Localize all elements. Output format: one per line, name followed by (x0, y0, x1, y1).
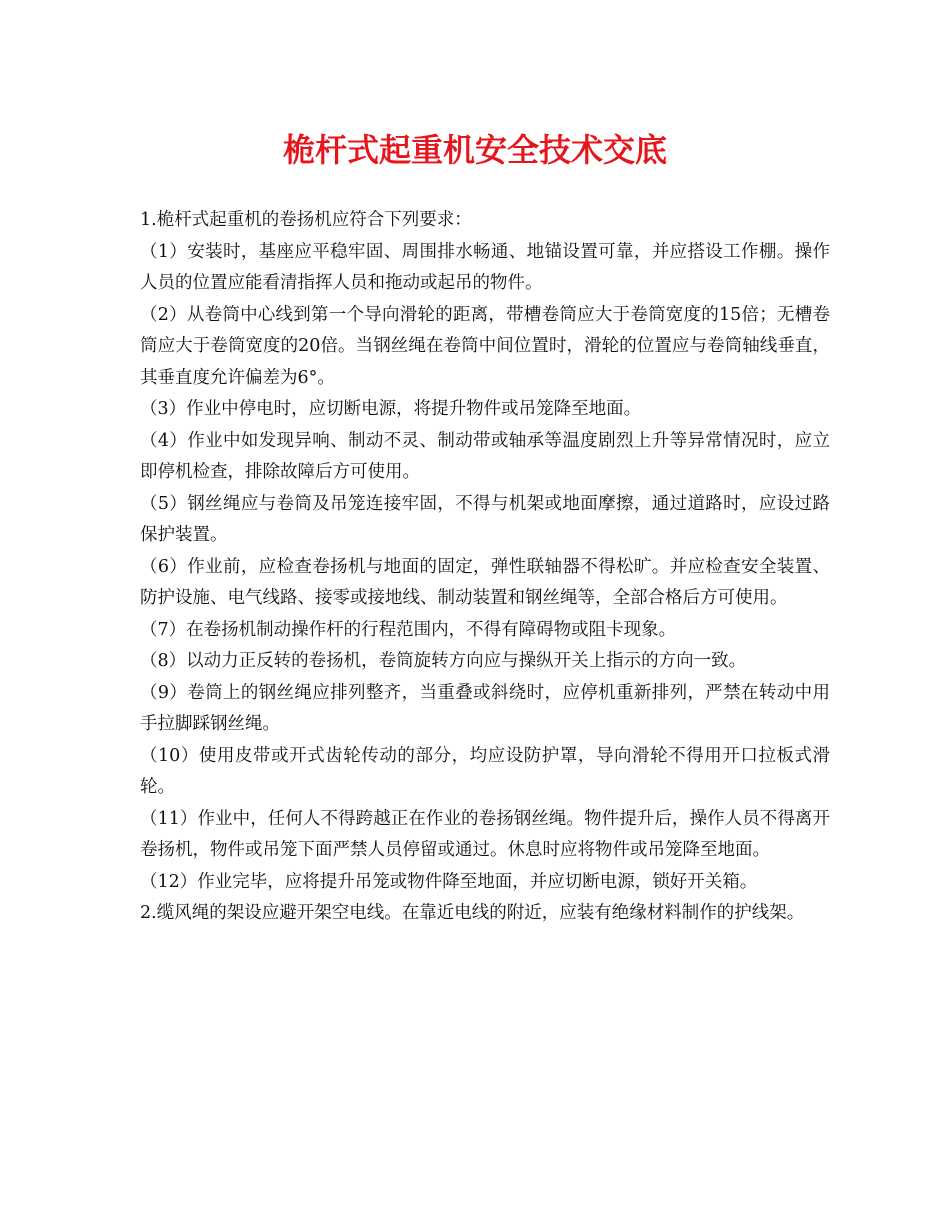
clause-1: （1）安装时，基座应平稳牢固、周围排水畅通、地锚设置可靠，并应搭设工作棚。操作人员的位置应能看清指挥人员和拖动或起吊的物件。 (140, 241, 830, 293)
clause-11: （11）作业中，任何人不得跨越正在作业的卷扬钢丝绳。物件提升后，操作人员不得离开卷扬机，物件或吊笼下面严禁人员停留或通过。休息时应将物件或吊笼降至地面。 (140, 808, 830, 860)
clause-10: （10）使用皮带或开式齿轮传动的部分，均应设防护罩，导向滑轮不得用开口拉板式滑轮。 (140, 745, 830, 797)
clause-7: （7）在卷扬机制动操作杆的行程范围内，不得有障碍物或阻卡现象。 (140, 619, 677, 640)
clause-4: （4）作业中如发现异响、制动不灵、制动带或轴承等温度剧烈上升等异常情况时，应立即停机检查，排除故障后方可使用。 (140, 430, 830, 482)
section-2-paragraph: 2.缆风绳的架设应避开架空电线。在靠近电线的附近，应装有绝缘材料制作的护线架。 (140, 903, 805, 923)
clause-5: （5）钢丝绳应与卷筒及吊笼连接牢固，不得与机架或地面摩擦，通过道路时，应设过路保护装置。 (140, 493, 830, 545)
clause-6: （6）作业前，应检查卷扬机与地面的固定，弹性联轴器不得松旷。并应检查安全装置、防护设施、电气线路、接零或接地线、制动装置和钢丝绳等，全部合格后方可使用。 (140, 556, 830, 608)
section-1-heading: 1.桅杆式起重机的卷扬机应符合下列要求： (140, 210, 472, 230)
clause-9: （9）卷筒上的钢丝绳应排列整齐，当重叠或斜绕时，应停机重新排列，严禁在转动中用手拉脚踩钢丝绳。 (140, 682, 830, 734)
clause-12: （12）作业完毕，应将提升吊笼或物件降至地面，并应切断电源，锁好开关箱。 (140, 871, 758, 892)
clause-3: （3）作业中停电时，应切断电源，将提升物件或吊笼降至地面。 (140, 399, 642, 419)
clause-2: （2）从卷筒中心线到第一个导向滑轮的距离，带槽卷筒应大于卷筒宽度的15倍；无槽卷筒应大于卷筒宽度的20倍。当钢丝绳在卷筒中间位置时，滑轮的位置应与卷筒轴线垂直，其垂直度允许偏差为6°。 (140, 304, 830, 388)
document-body (140, 205, 830, 930)
document-title: 桅杆式起重机安全技术交底 (282, 131, 667, 169)
clause-8: （8）以动力正反转的卷扬机，卷筒旋转方向应与操纵开关上指示的方向一致。 (140, 651, 747, 671)
